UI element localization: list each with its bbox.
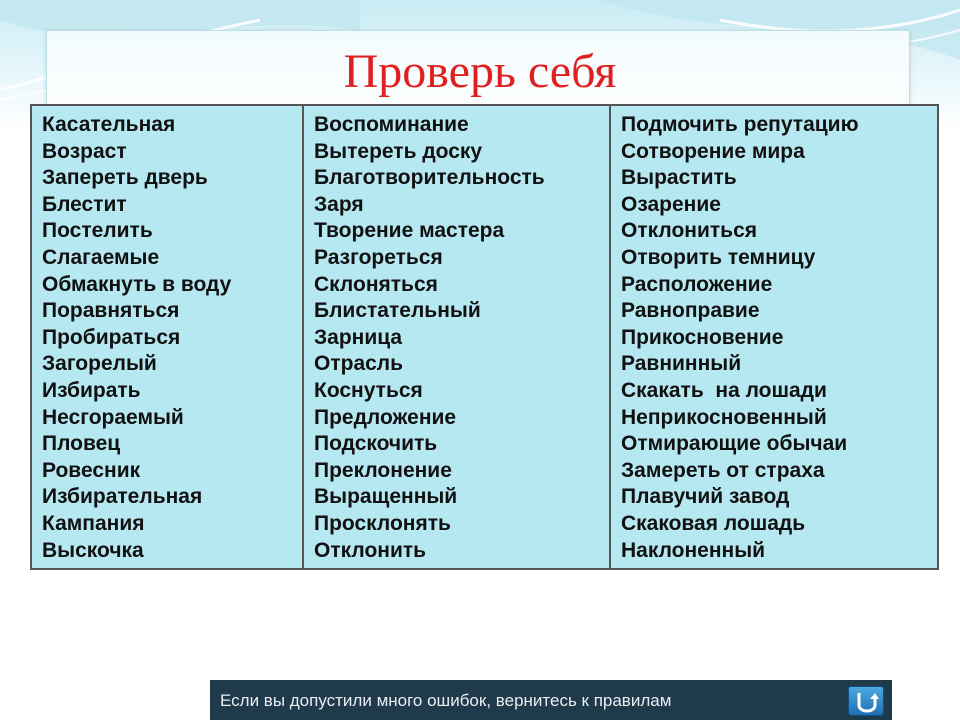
word-item: Подмочить репутацию [621,113,859,136]
word-item: Отрасль [314,352,404,376]
word-item: Блистательный [314,299,481,323]
word-item: Блестит [42,192,127,216]
word-item: Обмакнуть в воду [42,272,232,296]
word-item: Воспоминание [314,113,469,136]
word-item: Коснуться [314,378,423,402]
word-item: Ровесник [42,458,141,482]
word-item: Преклонение [314,458,452,482]
return-to-rules-button[interactable] [848,686,884,716]
word-item: Поравняться [42,299,180,323]
word-item: Склоняться [314,272,438,296]
word-table [30,104,939,570]
word-item: Касательная [42,113,176,136]
word-item: Избирать [42,378,141,402]
word-item: Загорелый [42,352,157,376]
word-item: Равноправие [621,299,760,323]
word-item: Зарница [314,325,403,349]
word-item: Плавучий завод [621,485,790,509]
word-item: Неприкосновенный [621,405,827,429]
word-item: Разгореться [314,245,443,269]
column-3 [609,106,937,568]
word-item: Расположение [621,272,773,296]
word-item: Замереть от страха [621,458,825,482]
word-item: Слагаемые [42,245,160,269]
word-item: Пловец [42,432,121,456]
word-item: Отворить темницу [621,245,816,269]
word-item: Равнинный [621,352,742,376]
word-item: Просклонять [314,511,451,535]
word-item: Подскочить [314,432,438,456]
word-item: Отмирающие обычаи [621,432,848,456]
column-2 [302,106,609,568]
word-item: Отклонить [314,538,427,562]
word-item: Выскочка [42,538,144,562]
word-item: Постелить [42,219,153,243]
word-item: Пробираться [42,325,181,349]
word-item: Отклониться [621,219,757,243]
word-item: Скакать на лошади [621,378,827,402]
column-1 [32,106,302,568]
word-item: Вытереть доску [314,139,483,163]
word-item: Возраст [42,139,127,163]
footer-text: Если вы допустили много ошибок, вернитесь к правилам [220,691,672,710]
word-item: Кампания [42,511,145,535]
word-item: Заря [314,192,364,216]
word-item: Творение мастера [314,219,505,243]
word-item: Прикосновение [621,325,784,349]
word-item: Запереть дверь [42,166,208,190]
word-item: Благотворительность [314,166,545,190]
word-item: Наклоненный [621,538,766,562]
word-item: Озарение [621,192,721,216]
return-arrow-icon [855,691,879,713]
word-item: Выращенный [314,485,458,509]
word-item: Сотворение мира [621,139,805,163]
footer-bar [210,680,892,720]
word-item: Скаковая лошадь [621,511,806,535]
word-item: Вырастить [621,166,737,190]
word-item: Предложение [314,405,457,429]
word-item: Несгораемый [42,405,184,429]
word-item: Избирательная [42,485,203,509]
page-title: Проверь себя [343,45,617,98]
